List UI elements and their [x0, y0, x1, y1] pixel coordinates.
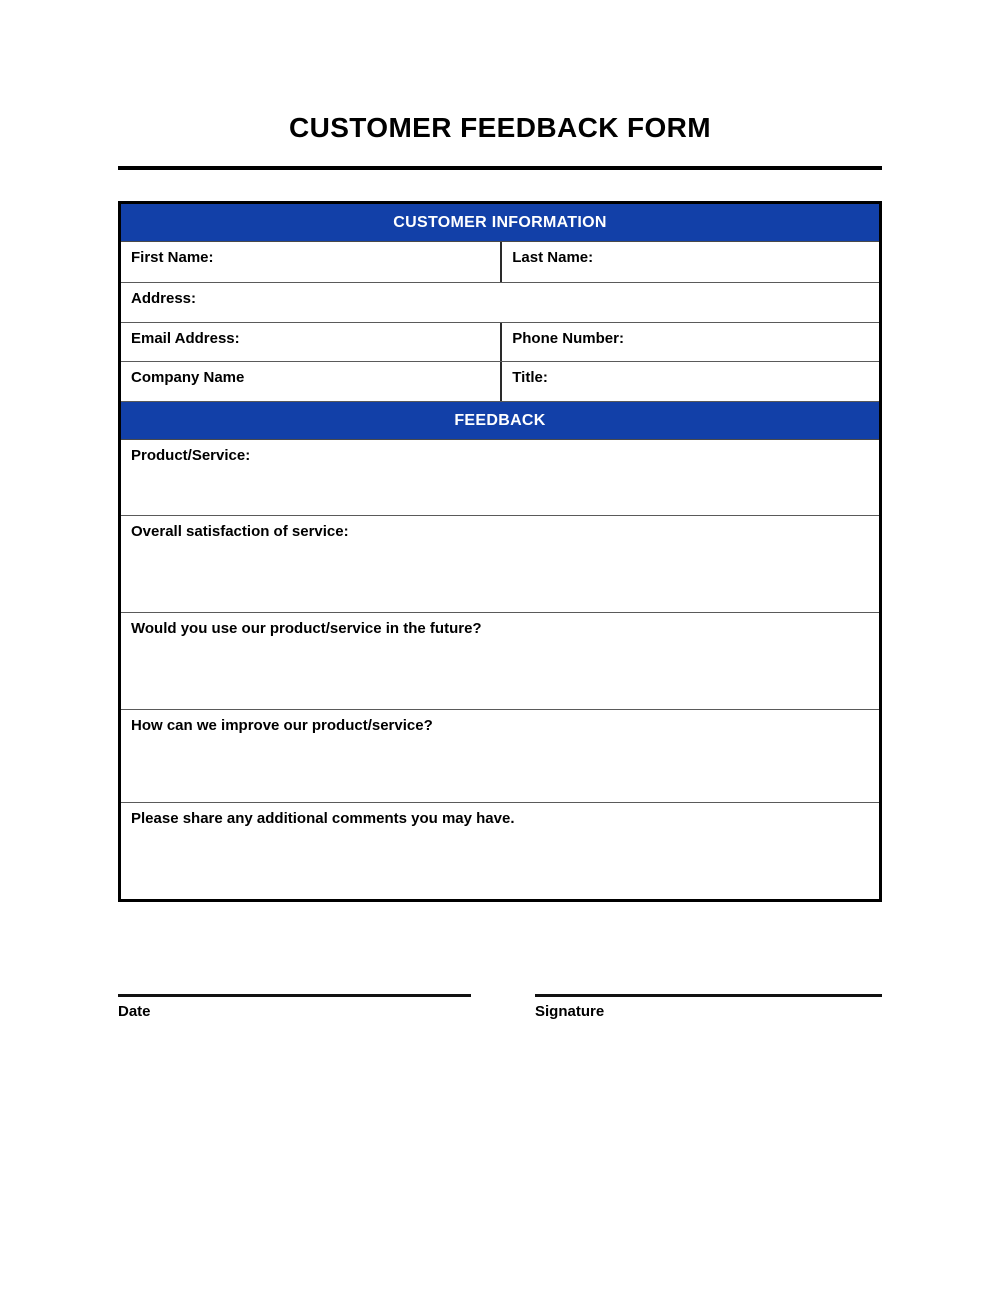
additional-comments-field[interactable]: [121, 803, 879, 899]
company-name-field[interactable]: [121, 362, 502, 401]
company-name-label: Company Name: [131, 369, 245, 386]
section-header-customer-information: CUSTOMER INFORMATION: [121, 204, 879, 242]
title-divider: [118, 166, 882, 170]
first-name-label: First Name:: [131, 249, 214, 266]
row-email-phone: [121, 323, 879, 362]
overall-satisfaction-field[interactable]: [121, 516, 879, 612]
date-label: Date: [118, 1003, 151, 1020]
signature-input-line[interactable]: [535, 994, 882, 997]
title-label: Title:: [512, 369, 548, 386]
row-address: [121, 283, 879, 323]
last-name-label: Last Name:: [512, 249, 594, 266]
row-future-use: [121, 613, 879, 710]
section-header-feedback: FEEDBACK: [121, 402, 879, 440]
overall-satisfaction-label: Overall satisfaction of service:: [131, 523, 349, 540]
additional-comments-label: Please share any additional comments you may have.: [131, 810, 515, 827]
signature-block: [535, 994, 882, 1020]
first-name-field[interactable]: [121, 242, 502, 282]
email-address-field[interactable]: [121, 323, 502, 361]
future-use-field[interactable]: [121, 613, 879, 709]
feedback-form-table: [118, 201, 882, 902]
improve-field[interactable]: [121, 710, 879, 802]
signature-area: [118, 994, 882, 1020]
page-title: CUSTOMER FEEDBACK FORM: [288, 112, 712, 143]
signature-label: Signature: [535, 1003, 605, 1020]
row-product-service: [121, 440, 879, 516]
email-address-label: Email Address:: [131, 330, 240, 347]
row-name: [121, 242, 879, 283]
row-company-title: [121, 362, 879, 402]
product-service-label: Product/Service:: [131, 447, 251, 464]
row-additional-comments: [121, 803, 879, 899]
address-field[interactable]: [121, 283, 879, 322]
last-name-field[interactable]: [502, 242, 879, 282]
future-use-label: Would you use our product/service in the future?: [131, 620, 482, 637]
phone-number-label: Phone Number:: [512, 330, 624, 347]
improve-label: How can we improve our product/service?: [131, 717, 433, 734]
row-overall-satisfaction: [121, 516, 879, 613]
date-input-line[interactable]: [118, 994, 471, 997]
phone-number-field[interactable]: [502, 323, 879, 361]
product-service-field[interactable]: [121, 440, 879, 515]
date-block: [118, 994, 471, 1020]
title-field[interactable]: [502, 362, 879, 401]
address-label: Address:: [131, 290, 197, 307]
row-improve: [121, 710, 879, 803]
